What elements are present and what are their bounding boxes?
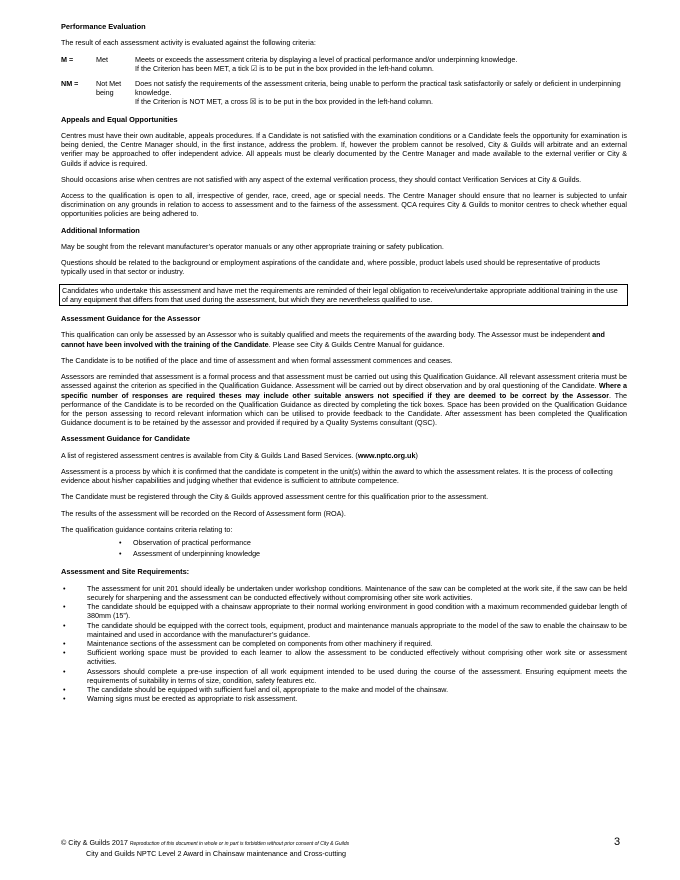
bullet-icon: • xyxy=(63,694,66,704)
list-item xyxy=(61,584,627,602)
candidate-paragraph-4: The results of the assessment will be recorded on the Record of Assessment form (ROA). xyxy=(61,508,346,518)
list-item xyxy=(119,549,627,558)
list-item xyxy=(61,685,627,694)
bullet-icon: • xyxy=(63,666,66,676)
criterion-met-description xyxy=(135,55,627,73)
list-item xyxy=(61,639,627,648)
list-item-text: Assessors should complete a pre-use inspection of all work equipment intended to be used during the course of the assessment. Ensuring equipment meets the requirements of suitability in terms of size, condition, safety features etc. xyxy=(87,666,627,685)
bullet-icon: • xyxy=(63,583,66,593)
assessor-paragraph-1 xyxy=(61,330,627,348)
bullet-icon: • xyxy=(63,620,66,630)
candidate-paragraph-5: The qualification guidance contains criteria relating to: xyxy=(61,524,233,534)
criterion-not-met-desc-line1: Does not satisfy the requirements of the assessment criteria, being unable to perform the practical task satisfactorily or safely or deficient in underpinning knowledge. xyxy=(135,79,621,98)
list-item xyxy=(61,694,627,703)
assessor-paragraph-3 xyxy=(61,372,627,427)
bullet-icon: • xyxy=(63,602,66,612)
bullet-icon: • xyxy=(63,648,66,658)
list-item xyxy=(61,667,627,685)
criterion-not-met-word: Not Met being xyxy=(96,79,122,98)
training-reminder-box: Candidates who undertake this assessment and have met the requirements are reminded of their legal obligation to receive/undertake appropriate additional training in the use of any equipment that differs from that used during the assessment, but which they are nevertheless qualified to use. xyxy=(59,284,628,306)
additional-paragraph-2: Questions should be related to the background or employment aspirations of the candidate and, where possible, product labels used should be representative of products typically used in that sector or industry. xyxy=(61,258,600,277)
candidate-paragraph-3: The Candidate must be registered through the City & Guilds approved assessment centre for this qualification prior to the assessment. xyxy=(61,492,489,502)
appeals-paragraph-3: Access to the qualification is open to all, irrespective of gender, race, creed, age or special needs. The Centre Manager should ensure that no learner is subjected to unfair discrimination on any grounds in relation to access to assessment and to the fairness of the assessment. QCA requires City & Guilds to monitor centres to check whether equal opportunities policies are being adhered to. xyxy=(61,191,627,219)
assessor-p3-end: . The performance of the Candidate is to be recorded on the Qualification Guidance as directed by completing the tick boxes. Space has been provided on the Qualification Guidance for the person assessing to record relevant information which can be utilised to provide feedback to the Candidate. After assessment has been completed the Qualification Guidance document is to be retained by the assessor and provided if required by a Quality Systems consultant (QSC). xyxy=(61,390,627,428)
page-footer xyxy=(61,838,627,858)
list-item-text: The candidate should be equipped with a chainsaw appropriate to their normal working environment in good condition with a maximum recommended guidebar length of 380mm (15”). xyxy=(87,602,627,621)
criterion-not-met-description xyxy=(135,79,627,107)
list-item-text: The candidate should be equipped with sufficient fuel and oil, appropriate to the make and model of the chainsaw. xyxy=(87,684,449,694)
additional-paragraph-1: May be sought from the relevant manufacturer’s operator manuals or any other appropriate training or safety publication. xyxy=(61,242,444,252)
assessor-p1-text: This qualification can only be assessed by an Assessor who is suitably qualified and meets the requirements of the awarding body. The Assessor must be independent xyxy=(61,330,593,340)
footer-course-title: City and Guilds NPTC Level 2 Award in Chainsaw maintenance and Cross-cutting xyxy=(86,849,346,858)
criterion-met-desc-line1: Meets or exceeds the assessment criteria by displaying a level of practical performance and/or underpinning knowledge. xyxy=(135,54,518,64)
bullet-icon: • xyxy=(63,684,66,694)
appeals-paragraph-2: Should occasions arise when centres are not satisfied with any aspect of the external verification process, they should contact Verification Services at City & Guilds. xyxy=(61,174,582,184)
list-item-text: Observation of practical performance xyxy=(133,537,251,547)
footer-copyright: © City & Guilds 2017 xyxy=(61,838,128,847)
candidate-paragraph-1 xyxy=(61,451,627,460)
candidate-guidance-heading: Assessment Guidance for Candidate xyxy=(61,434,190,444)
list-item-text: Maintenance sections of the assessment can be completed on components from other machinery if required. xyxy=(87,638,433,648)
candidate-p1-text: A list of registered assessment centres is available from City & Guilds Land Based Services. ( xyxy=(61,450,358,460)
list-item xyxy=(61,648,627,666)
assessor-guidance-heading: Assessment Guidance for the Assessor xyxy=(61,314,201,324)
candidate-paragraph-2: Assessment is a process by which it is confirmed that the candidate is competent in the unit(s) within the award to which the assessment relates. It is the process of collecting evidence about his/her capabilities and judging whether that evidence is sufficient to attribute competence. xyxy=(61,466,613,486)
list-item-text: The assessment for unit 201 should ideally be undertaken under workshop conditions. Maintenance of the saw can be completed at the work site, if the saw can be held securely for sharpening and the assessment can be conducted effectively without compromising other site work activities. xyxy=(87,583,627,602)
list-item-text: Warning signs must be erected as appropriate to risk assessment. xyxy=(87,694,298,704)
list-item-text: The candidate should be equipped with the correct tools, equipment, product and maintenance manuals appropriate to the model of the saw to enable the chainsaw to be maintained and used in accordance with the manufacturer’s guidance. xyxy=(87,620,627,639)
criterion-met xyxy=(61,55,627,73)
document-page xyxy=(61,22,627,711)
criterion-not-met xyxy=(61,79,627,107)
bullet-icon: • xyxy=(119,537,122,547)
list-item-text: Assessment of underpinning knowledge xyxy=(133,549,261,559)
site-requirements-list xyxy=(61,584,627,704)
site-requirements-heading: Assessment and Site Requirements: xyxy=(61,567,190,577)
criterion-not-met-key: NM = xyxy=(61,79,79,89)
additional-info-heading: Additional Information xyxy=(61,225,140,235)
page-number: 3 xyxy=(614,836,621,848)
assessor-p1-bold: and cannot have been involved with the training of the Candidate xyxy=(61,330,605,349)
criterion-met-desc-line2: If the Criterion has been MET, a tick ☑ is to be put in the box provided in the left-hand column. xyxy=(135,63,434,73)
performance-evaluation-heading: Performance Evaluation xyxy=(61,22,146,31)
assessor-p3-text: Assessors are reminded that assessment is a formal process and that assessment must be carried out using this Qualification Guidance. All relevant assessment criteria must be assessed against the criterion as specified in the Qualification Guidance. Assessment will be carried out by direct observation and by oral questioning of the Candidate. xyxy=(61,372,627,391)
list-item xyxy=(119,538,627,547)
criterion-met-key: M = xyxy=(61,54,74,64)
bullet-icon: • xyxy=(63,638,66,648)
list-item xyxy=(61,602,627,620)
criterion-not-met-desc-line2: If the Criterion is NOT MET, a cross ☒ is to be put in the box provided in the left-hand column. xyxy=(135,97,433,107)
criterion-met-word: Met xyxy=(96,54,108,64)
appeals-heading: Appeals and Equal Opportunities xyxy=(61,114,178,124)
footer-copyright-line xyxy=(61,838,627,849)
footer-notice: Reproduction of this document in whole or in part is forbidden without prior consent of City & Guilds xyxy=(129,841,350,847)
appeals-paragraph-1: Centres must have their own auditable, appeals procedures. If a Candidate is not satisfied with the examination conditions or a Candidate feels the opportunity for examination is being denied, the Centre Manager should, in the first instance, address the problem. If, however the problem cannot be resolved, City & Guilds will arbitrate and an external verifier may be approached to offer independent advice. All appeals must be clearly documented by the Centre Manager and made available to the external verifier or City & Guilds if advice is required. xyxy=(61,131,627,168)
candidate-p1-end: ) xyxy=(415,450,418,460)
assessor-p3-bold: Where a specific number of responses are required theses may include other suitable answers not specified if they are deemed to be correct by the Assessor xyxy=(61,381,627,400)
nptc-website-link[interactable]: www.nptc.org.uk xyxy=(357,450,416,460)
list-item xyxy=(61,621,627,639)
bullet-icon: • xyxy=(119,549,122,559)
criteria-list xyxy=(119,538,627,558)
assessor-paragraph-2: The Candidate is to be notified of the place and time of assessment and when formal assessment commences and ceases. xyxy=(61,355,453,365)
assessor-p1-end: . Please see City & Guilds Centre Manual for guidance. xyxy=(268,339,445,349)
list-item-text: Sufficient working space must be provided to each learner to allow the assessment to be conducted effectively without comprising other work site or assessment activities. xyxy=(87,648,627,667)
performance-intro: The result of each assessment activity is evaluated against the following criteria: xyxy=(61,38,316,48)
